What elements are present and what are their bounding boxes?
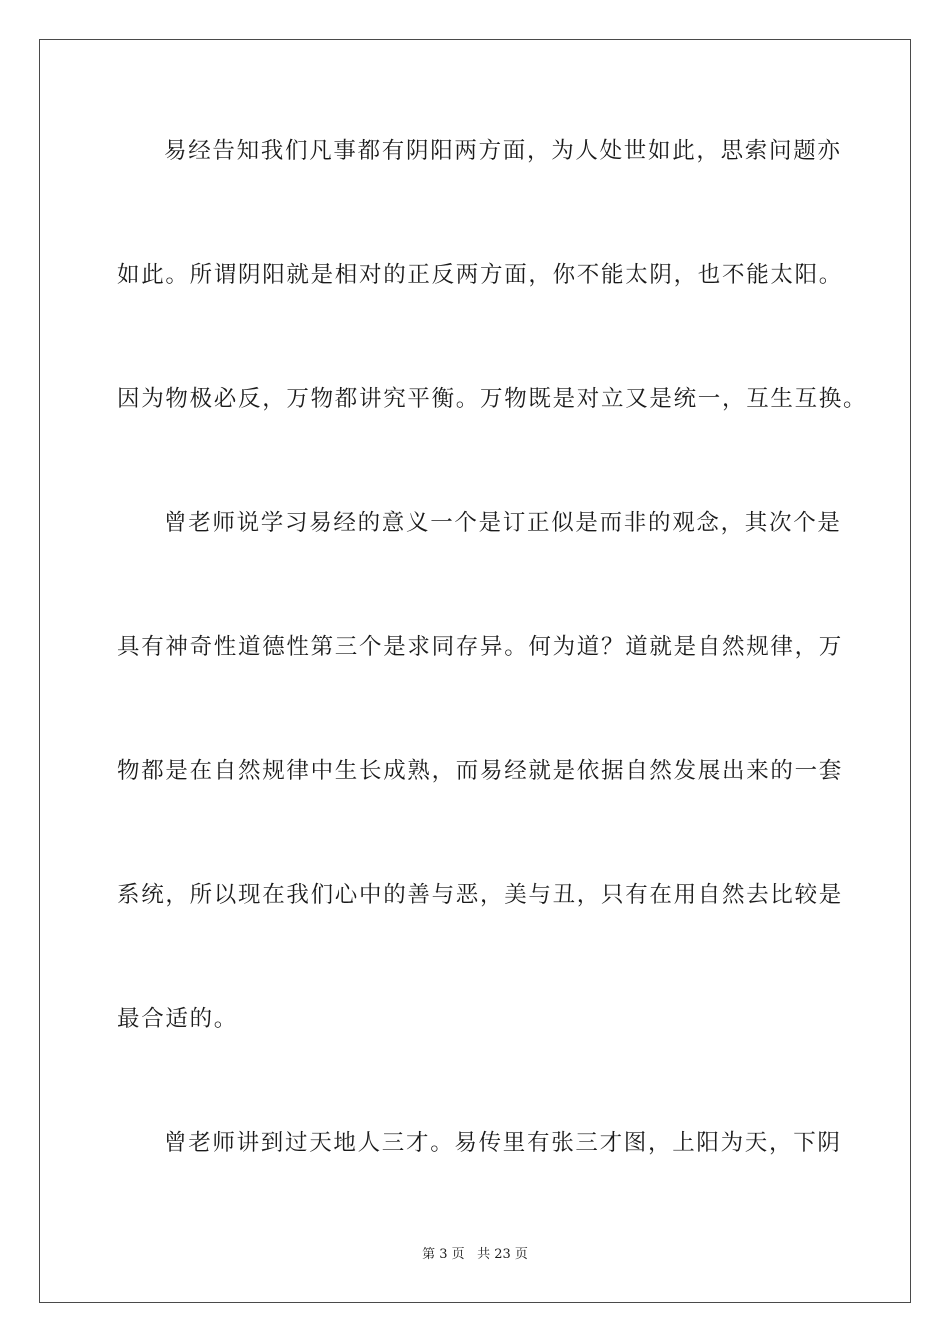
paragraph-1-line-1: 易经告知我们凡事都有阴阳两方面，为人处世如此，思索问题亦 [164, 138, 842, 164]
paragraph-3-line-1: 曾老师讲到过天地人三才。易传里有张三才图，上阳为天，下阴 [164, 1130, 842, 1156]
paragraph-2-line-1: 曾老师说学习易经的意义一个是订正似是而非的观念，其次个是 [164, 510, 842, 536]
page-border [39, 39, 911, 1303]
total-pages: 共 23 页 [477, 1247, 528, 1262]
paragraph-2-line-2: 具有神奇性道德性第三个是求同存异。何为道？道就是自然规律，万 [117, 634, 844, 660]
page-footer [0, 1246, 950, 1264]
paragraph-1-line-2: 如此。所谓阴阳就是相对的正反两方面，你不能太阴，也不能太阳。 [117, 262, 844, 288]
paragraph-2-line-3: 物都是在自然规律中生长成熟，而易经就是依据自然发展出来的一套 [117, 758, 844, 784]
paragraph-2-line-4: 系统，所以现在我们心中的善与恶，美与丑，只有在用自然去比较是 [117, 882, 844, 908]
page-number: 第 3 页 [422, 1247, 465, 1262]
paragraph-2-line-5: 最合适的。 [117, 1006, 239, 1032]
paragraph-1-line-3: 因为物极必反，万物都讲究平衡。万物既是对立又是统一，互生互换。 [117, 386, 868, 412]
